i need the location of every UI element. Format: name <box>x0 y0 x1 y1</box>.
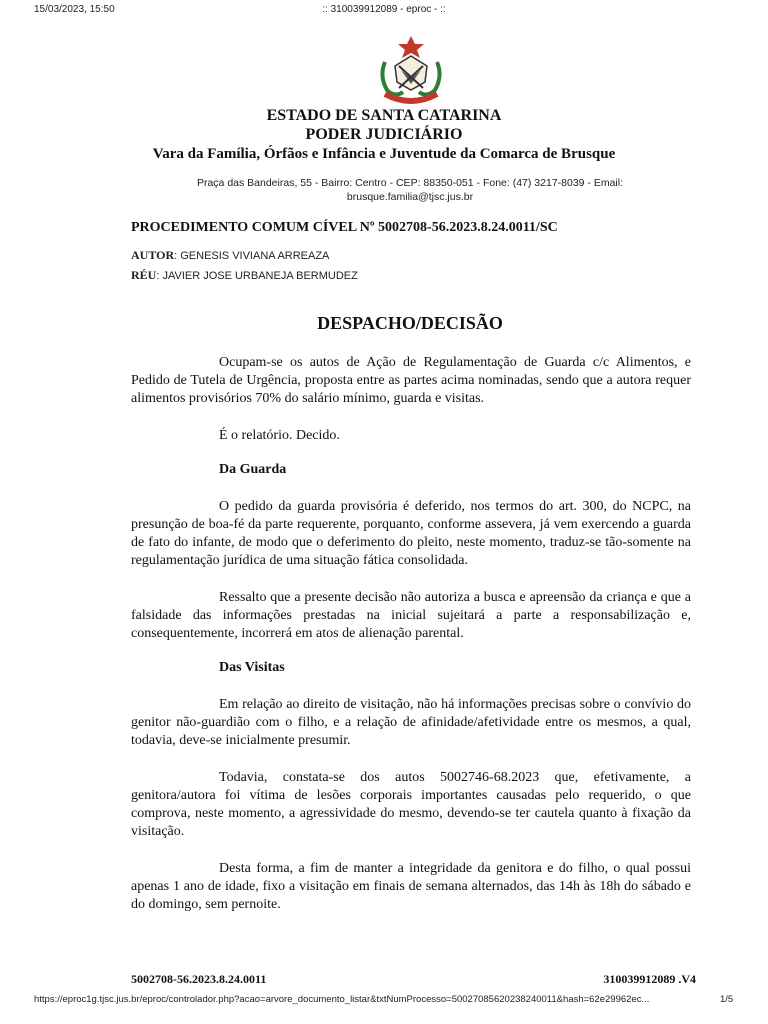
address-line-1: Praça das Bandeiras, 55 - Bairro: Centro - CEP: 88350-051 - Fone: (47) 3217-8039 - Email: <box>196 177 624 189</box>
decision-title: DESPACHO/DECISÃO <box>317 313 503 333</box>
paragraph: O pedido da guarda provisória é deferido, nos termos do art. 300, do NCPC, na presunção de boa-fé da parte requerente, porquanto, conforme assevera, já vem exercendo a guarda de fato do infante, de modo que o deferimento do pleito, neste momento, traduz-se tão-somente na regulamentação jurídica de uma situação fática consolidada. <box>131 499 691 568</box>
reu-label: RÉU <box>131 268 157 282</box>
state-name: ESTADO DE SANTA CATARINA <box>266 107 502 124</box>
party-autor <box>131 248 329 263</box>
footer-document-id: 310039912089 .V4 <box>603 972 696 986</box>
autor-value: : GENESIS VIVIANA ARREAZA <box>174 250 330 262</box>
print-datetime: 15/03/2023, 15:50 <box>34 4 115 15</box>
paragraph: Em relação ao direito de visitação, não há informações precisas sobre o convívio do genitor não-guardião com o filho, e a relação de afinidade/afetividade entre os mesmos, a qual, todavia, deve-se inicialmente presumir. <box>131 697 691 748</box>
court-name: Vara da Família, Órfãos e Infância e Juventude da Comarca de Brusque <box>152 146 616 162</box>
paragraph: Desta forma, a fim de manter a integridade da genitora e do filho, o qual possui apenas 1 ano de idade, fixo a visitação em finais de semana alternados, das 14h às 18h do sábado e do domingo, sem pernoite. <box>131 861 691 912</box>
paragraph: É o relatório. Decido. <box>219 428 340 443</box>
print-url: https://eproc1g.tjsc.jus.br/eproc/controlador.php?acao=arvore_documento_listar&txtNumProcesso=50027085620238240011&hash=62e29962ec... <box>34 994 650 1005</box>
paragraph: Ressalto que a presente decisão não autoriza a busca e apreensão da criança e que a falsidade das informações prestadas na inicial sujeitará a parte a responsabilização e, consequentemente, incorrerá em atos de alienação parental. <box>131 590 691 641</box>
print-header <box>0 4 768 20</box>
address-line-2: brusque.familia@tjsc.jus.br <box>346 191 474 203</box>
print-window-title: :: 310039912089 - eproc - :: <box>322 4 446 15</box>
judiciary-name: PODER JUDICIÁRIO <box>305 126 463 143</box>
procedure-number: PROCEDIMENTO COMUM CÍVEL Nº 5002708-56.2023.8.24.0011/SC <box>131 220 558 235</box>
paragraph: Ocupam-se os autos de Ação de Regulamentação de Guarda c/c Alimentos, e Pedido de Tutela de Urgência, proposta entre as partes acima nominadas, sendo que a autora requer alimentos provisórios 70% do salário mínimo, guarda e visitas. <box>131 355 691 406</box>
document-header <box>0 106 768 165</box>
section-heading-visitas: Das Visitas <box>219 660 285 675</box>
court-address <box>160 176 660 204</box>
paragraph: Todavia, constata-se dos autos 5002746-68.2023 que, efetivamente, a genitora/autora foi vítima de lesões corporais importantes causadas pelo requerido, o que comprova, neste momento, a agressividade do mesmo, devendo-se ter cautela quanto à fixação da visitação. <box>131 770 691 839</box>
reu-value: : JAVIER JOSE URBANEJA BERMUDEZ <box>156 270 358 282</box>
page-number: 1/5 <box>720 994 734 1005</box>
party-reu <box>131 268 358 283</box>
santa-catarina-coat-of-arms-icon <box>375 32 447 106</box>
autor-label: AUTOR <box>131 248 175 262</box>
footer-process-number: 5002708-56.2023.8.24.0011 <box>131 972 267 986</box>
section-heading-guarda: Da Guarda <box>219 462 287 477</box>
document-body <box>131 354 691 914</box>
